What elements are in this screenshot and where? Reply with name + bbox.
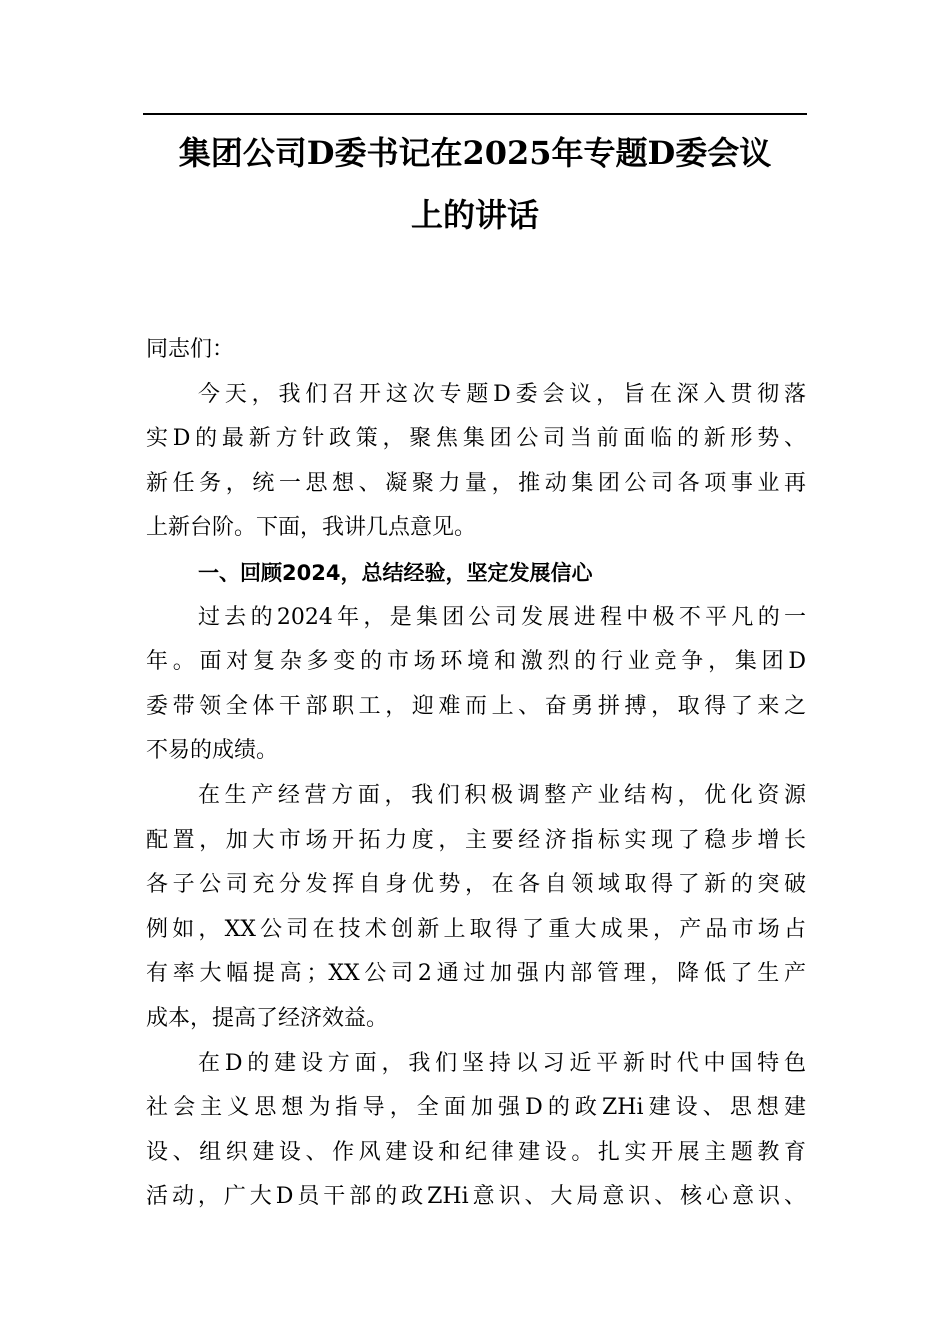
paragraph-line: 不易的成绩。 (146, 738, 279, 764)
top-rule (143, 113, 807, 115)
paragraph-line: 有率大幅提高；XX公司2通过加强内部管理，降低了生产 (146, 961, 806, 987)
paragraph-line: 社会主义思想为指导，全面加强D的政ZHi建设、思想建 (146, 1095, 806, 1121)
paragraph-line: 委带领全体干部职工，迎难而上、奋勇拼搏，取得了来之 (146, 693, 806, 719)
salutation: 同志们： (146, 337, 235, 362)
paragraph-line: 在生产经营方面，我们积极调整产业结构，优化资源 (198, 782, 806, 808)
paragraph-production (146, 774, 806, 1042)
paragraph-party-building (146, 1042, 806, 1220)
paragraph-intro (146, 373, 806, 551)
paragraph-line: 年。面对复杂多变的市场环境和激烈的行业竞争，集团D (146, 649, 806, 675)
paragraph-line: 活动，广大D员干部的政ZHi意识、大局意识、核心意识、 (146, 1184, 806, 1210)
paragraph-line: 成本，提高了经济效益。 (146, 1005, 389, 1031)
paragraph-line: 新任务，统一思想、凝聚力量，推动集团公司各项事业再 (146, 470, 806, 496)
document-title (140, 122, 810, 246)
paragraph-line: 配置，加大市场开拓力度，主要经济指标实现了稳步增长 (146, 827, 806, 853)
paragraph-line: 实D的最新方针政策，聚焦集团公司当前面临的新形势、 (146, 426, 806, 452)
paragraph-line: 各子公司充分发挥自身优势，在各自领域取得了新的突破 (146, 872, 806, 898)
paragraph-line: 设、组织建设、作风建设和纪律建设。扎实开展主题教育 (146, 1139, 806, 1165)
title-line-2: 上的讲话 (410, 196, 539, 234)
paragraph-line: 过去的2024年，是集团公司发展进程中极不平凡的一 (198, 604, 806, 630)
paragraph-line: 在D的建设方面，我们坚持以习近平新时代中国特色 (198, 1050, 806, 1076)
paragraph-line: 例如，XX公司在技术创新上取得了重大成果，产品市场占 (146, 916, 806, 942)
section-heading-1: 一、回顾2024，总结经验，坚定发展信心 (198, 560, 593, 585)
paragraph-line: 上新台阶。下面，我讲几点意见。 (146, 515, 477, 541)
title-line-1: 集团公司D委书记在2025年专题D委会议 (178, 134, 772, 172)
paragraph-review (146, 596, 806, 774)
paragraph-line: 今天，我们召开这次专题D委会议，旨在深入贯彻落 (198, 381, 806, 407)
document-body (146, 328, 806, 1220)
